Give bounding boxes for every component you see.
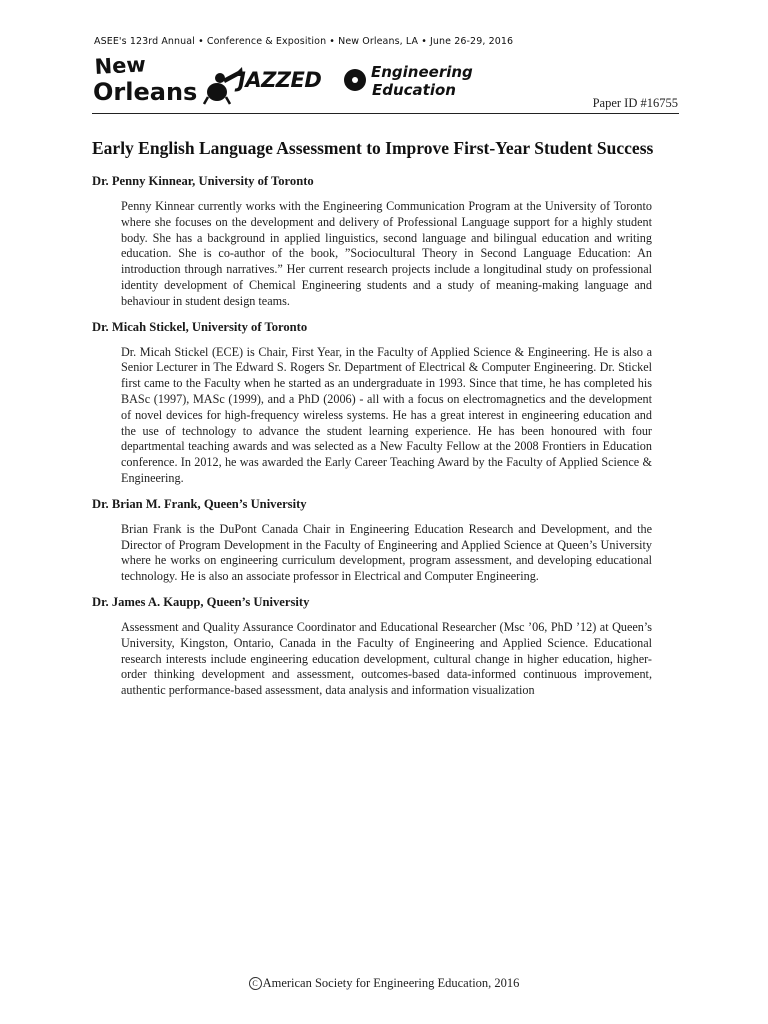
author-bio: Assessment and Quality Assurance Coordinator and Educational Researcher (Msc ’06, PhD ’12) at Queen’s University, Kingston, Ontario, Canada in the Faculty of Engineering and Applied Science. Educational research interests include engineering education development, cultural change in higher education, higher-order thinking development and assessment, outcomes-based data-informed continuous improvement, authentic performance-based assessment, data analysis and information visualization [121, 619, 652, 698]
logo-new: New [94, 52, 147, 79]
author-block [92, 172, 652, 310]
logo-jazzed: JAZZED [238, 68, 322, 92]
logo-education: Education [372, 81, 456, 99]
copyright-icon: C [249, 977, 262, 990]
gear-icon [344, 69, 366, 91]
header-rule [92, 113, 679, 114]
author-name: Dr. Micah Stickel, University of Toronto [92, 319, 308, 334]
author-list [92, 172, 652, 707]
author-name: Dr. James A. Kaupp, Queen’s University [92, 594, 310, 609]
copyright-text: American Society for Engineering Education, 2016 [262, 976, 520, 990]
paper-id: Paper ID #16755 [592, 96, 678, 110]
paper-title: Early English Language Assessment to Improve First-Year Student Success [92, 138, 654, 158]
author-bio: Dr. Micah Stickel (ECE) is Chair, First Year, in the Faculty of Applied Science & Engineering. He is also a Senior Lecturer in The Edward S. Rogers Sr. Department of Electrical & Computer Engineering. Dr. Stickel first came to the Faculty when he started as an undergraduate in 1993. Since that time, he has completed his BASc (1997), MASc (1999), and a PhD (2006) - all with a focus on electromagnetics and the development of novel devices for high-frequency wireless systems. He has a great interest in engineering education and the use of technology to advance the student learning experience. He has been honoured with four departmental teaching awards and was selected as a New Faculty Fellow at the 2008 Frontiers in Education conference. In 2012, he was awarded the Early Career Teaching Award by the Faculty of Applied Science & Engineering. [121, 344, 652, 485]
author-block [92, 593, 652, 699]
author-bio: Brian Frank is the DuPont Canada Chair in Engineering Education Research and Development, and the Director of Program Development in the Faculty of Engineering and Applied Science at Queen’s University where he works on engineering curriculum development, program assessment, and developing educational technology. He is also an associate professor in Electrical and Computer Engineering. [121, 521, 652, 584]
author-name: Dr. Penny Kinnear, University of Toronto [92, 174, 314, 188]
logo-engineering: Engineering [371, 63, 473, 81]
author-block [92, 495, 652, 585]
author-block [92, 318, 652, 487]
copyright-footer [0, 976, 768, 991]
author-name: Dr. Brian M. Frank, Queen’s University [92, 496, 307, 511]
logo-orleans: Orleans [93, 78, 198, 106]
conference-line: ASEE's 123rd Annual • Conference & Exposition • New Orleans, LA • June 26-29, 2016 [94, 36, 514, 47]
conference-logo [92, 52, 492, 108]
author-bio: Penny Kinnear currently works with the Engineering Communication Program at the University of Toronto where she focuses on the development and delivery of Professional Language support for a highly student body. She has a background in applied linguistics, second language and bilingual education and writing education. She is co-author of the book, ”Sociocultural Theory in Second Language Education: An introduction through narratives.” Her current research projects include a longitudinal study on professional identity development of Chemical Engineering students and a study of meaning-making language and behaviour in student design teams. [121, 199, 652, 308]
